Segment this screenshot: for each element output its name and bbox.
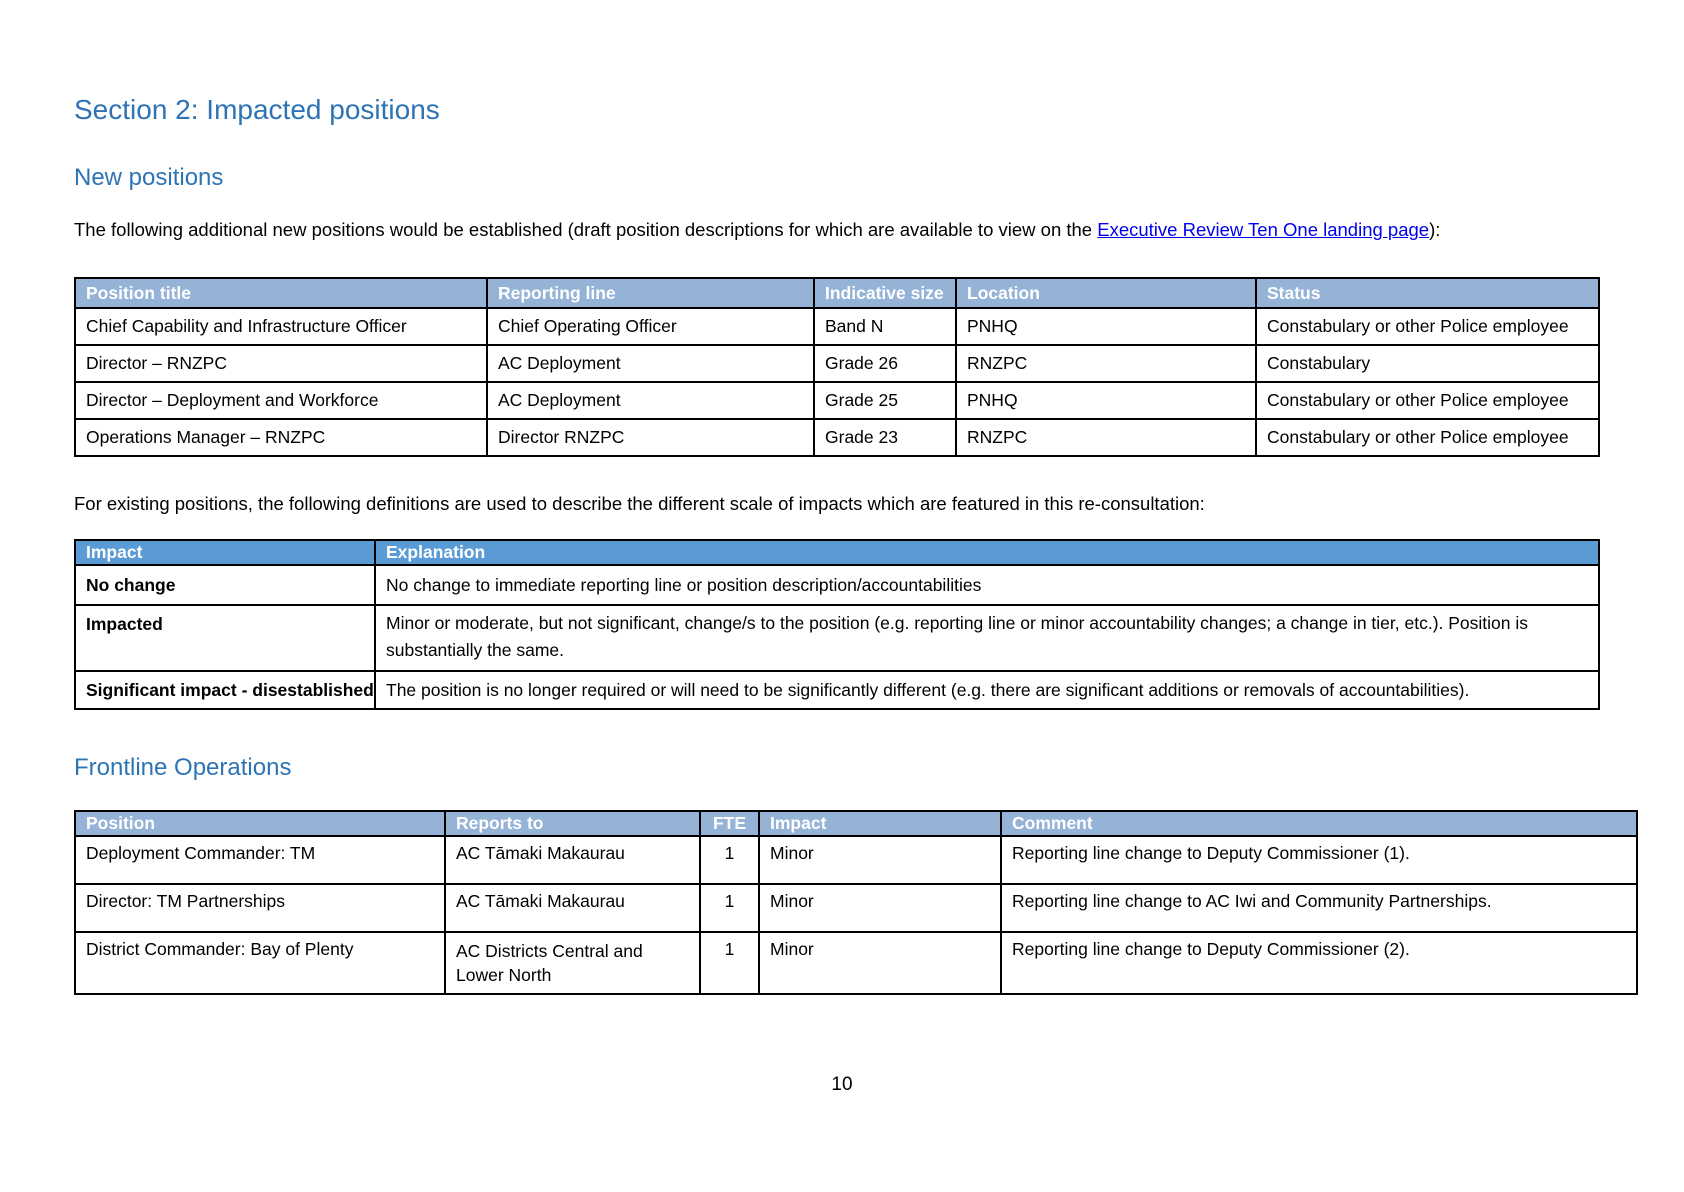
table-cell: AC Deployment xyxy=(487,382,814,419)
table-cell: Minor xyxy=(759,932,1001,994)
table-cell: Band N xyxy=(814,308,956,345)
page-number: 10 xyxy=(831,1074,853,1095)
table-cell: Constabulary xyxy=(1256,345,1599,382)
table-row xyxy=(75,308,1599,345)
impact-explanation: No change to immediate reporting line or position description/accountabilities xyxy=(375,565,1599,605)
frontline-operations-heading: Frontline Operations xyxy=(74,754,292,781)
impact-term: Impacted xyxy=(75,605,375,671)
table-header-row xyxy=(75,540,1599,565)
table-row xyxy=(75,605,1599,671)
new-positions-heading: New positions xyxy=(74,164,224,191)
table-cell: Director – RNZPC xyxy=(75,345,487,382)
table-cell: Reporting line change to Deputy Commissioner (2). xyxy=(1001,932,1637,994)
col-header-location: Location xyxy=(956,278,1256,308)
table-cell: AC Tāmaki Makaurau xyxy=(445,884,700,932)
table-row xyxy=(75,345,1599,382)
table-cell: Minor xyxy=(759,836,1001,884)
table-cell: Constabulary or other Police employee xyxy=(1256,382,1599,419)
impact-term: Significant impact - disestablished xyxy=(75,671,375,709)
col-header-position-title: Position title xyxy=(75,278,487,308)
impact-definitions-table xyxy=(74,539,1600,710)
table-cell: 1 xyxy=(700,884,759,932)
table-row xyxy=(75,382,1599,419)
table-cell: Reporting line change to Deputy Commissioner (1). xyxy=(1001,836,1637,884)
table-row xyxy=(75,932,1637,994)
table-cell: Deployment Commander: TM xyxy=(75,836,445,884)
col-header-fte: FTE xyxy=(700,811,759,836)
table-cell: Chief Capability and Infrastructure Officer xyxy=(75,308,487,345)
table-header-row xyxy=(75,278,1599,308)
col-header-impact: Impact xyxy=(75,540,375,565)
col-header-reporting-line: Reporting line xyxy=(487,278,814,308)
table-cell: Reporting line change to AC Iwi and Community Partnerships. xyxy=(1001,884,1637,932)
table-header-row xyxy=(75,811,1637,836)
impact-term: No change xyxy=(75,565,375,605)
table-cell: AC Districts Central and Lower North xyxy=(445,932,700,994)
table-cell: Chief Operating Officer xyxy=(487,308,814,345)
impact-explanation: The position is no longer required or will need to be significantly different (e.g. there are significant additions or removals of accountabilities). xyxy=(375,671,1599,709)
table-cell: District Commander: Bay of Plenty xyxy=(75,932,445,994)
table-row xyxy=(75,884,1637,932)
table-cell: PNHQ xyxy=(956,382,1256,419)
table-cell: RNZPC xyxy=(956,345,1256,382)
table-cell: Minor xyxy=(759,884,1001,932)
table-cell: Grade 25 xyxy=(814,382,956,419)
table-cell: PNHQ xyxy=(956,308,1256,345)
col-header-impact: Impact xyxy=(759,811,1001,836)
table-cell: RNZPC xyxy=(956,419,1256,456)
table-cell: Grade 26 xyxy=(814,345,956,382)
table-cell: AC Deployment xyxy=(487,345,814,382)
intro-text: The following additional new positions would be established (draft position descriptions for which are available to view on the xyxy=(74,219,1098,240)
col-header-status: Status xyxy=(1256,278,1599,308)
table-cell: Constabulary or other Police employee xyxy=(1256,419,1599,456)
table-row xyxy=(75,836,1637,884)
section-title: Section 2: Impacted positions xyxy=(74,94,440,125)
table-row xyxy=(75,565,1599,605)
table-cell: AC Tāmaki Makaurau xyxy=(445,836,700,884)
new-positions-intro xyxy=(74,219,1440,241)
frontline-operations-table xyxy=(74,810,1638,995)
table-cell: Director: TM Partnerships xyxy=(75,884,445,932)
table-cell: Director RNZPC xyxy=(487,419,814,456)
table-cell: Operations Manager – RNZPC xyxy=(75,419,487,456)
table-cell: Constabulary or other Police employee xyxy=(1256,308,1599,345)
col-header-indicative-size: Indicative size xyxy=(814,278,956,308)
col-header-position: Position xyxy=(75,811,445,836)
table-cell: Director – Deployment and Workforce xyxy=(75,382,487,419)
table-row xyxy=(75,419,1599,456)
col-header-comment: Comment xyxy=(1001,811,1637,836)
table-cell: 1 xyxy=(700,836,759,884)
table-cell: Grade 23 xyxy=(814,419,956,456)
intro-text-end: ): xyxy=(1429,219,1441,240)
impact-explanation: Minor or moderate, but not significant, change/s to the position (e.g. reporting line or minor accountability changes; a change in tier, etc.). Position is substantially the same. xyxy=(375,605,1599,671)
landing-page-link[interactable]: Executive Review Ten One landing page xyxy=(1097,219,1430,240)
table-cell: 1 xyxy=(700,932,759,994)
table-row xyxy=(75,671,1599,709)
impact-definitions-intro: For existing positions, the following definitions are used to describe the different scale of impacts which are featured in this re-consultation: xyxy=(74,493,1205,514)
col-header-explanation: Explanation xyxy=(375,540,1599,565)
new-positions-table xyxy=(74,277,1600,457)
col-header-reports-to: Reports to xyxy=(445,811,700,836)
